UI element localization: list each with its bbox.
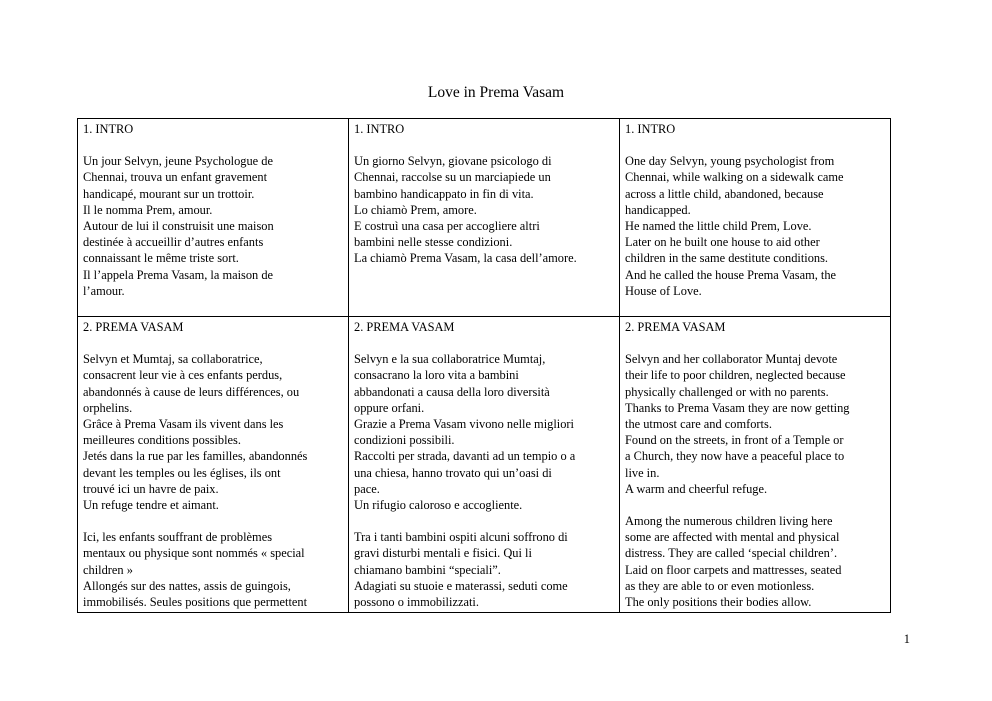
section-heading: 1. INTRO	[354, 122, 405, 136]
text-line: chiamano bambini “speciali”.	[354, 562, 501, 577]
text-line: destinée à accueillir d’autres enfants	[83, 235, 264, 250]
text-line: Jetés dans la rue par les familles, abandonnés	[83, 449, 308, 464]
text-line: condizioni possibili.	[354, 433, 455, 448]
table-row	[78, 317, 891, 613]
text-line: consacrent leur vie à ces enfants perdus,	[83, 368, 283, 383]
table-cell-english	[620, 119, 891, 317]
paragraph	[354, 529, 614, 610]
text-line: Later on he built one house to aid other	[625, 235, 820, 250]
text-line: Among the numerous children living here	[625, 514, 833, 529]
text-line: Lo chiamò Prem, amore.	[354, 202, 477, 217]
text-line: l’amour.	[83, 283, 125, 298]
paragraph	[625, 153, 885, 299]
section-heading: 2. PREMA VASAM	[83, 320, 184, 334]
table-cell-italian	[349, 119, 620, 317]
text-line: the utmost care and comforts.	[625, 417, 772, 432]
text-line: bambino handicappato in fin di vita.	[354, 186, 534, 201]
text-line: across a little child, abandoned, because	[625, 186, 824, 201]
text-line: E costruì una casa per accogliere altri	[354, 219, 540, 234]
page-number: 1	[903, 632, 910, 646]
section-heading: 2. PREMA VASAM	[625, 320, 726, 334]
text-line: their life to poor children, neglected because	[625, 368, 846, 383]
text-line: mentaux ou physique sont nommés « special	[83, 546, 305, 561]
table-cell-french	[78, 317, 349, 613]
text-line: Adagiati su stuoie e materassi, seduti come	[354, 578, 568, 593]
text-line: handicapé, mourant sur un trottoir.	[83, 186, 255, 201]
paragraph	[83, 153, 343, 299]
text-line: Selvyn e la sua collaboratrice Mumtaj,	[354, 352, 546, 367]
paragraph	[354, 153, 614, 266]
text-line: Raccolti per strada, davanti ad un tempio o a	[354, 449, 576, 464]
table-cell-french	[78, 119, 349, 317]
text-line: some are affected with mental and physical	[625, 530, 840, 545]
table-cell-english	[620, 317, 891, 613]
text-line: children »	[83, 562, 133, 577]
paragraph	[83, 351, 343, 513]
text-line: Il le nomma Prem, amour.	[83, 202, 213, 217]
text-line: Laid on floor carpets and mattresses, seated	[625, 562, 842, 577]
text-line: distress. They are called ‘special children’.	[625, 546, 838, 561]
text-line: possono o immobilizzati.	[354, 595, 479, 610]
text-line: Chennai, trouva un enfant gravement	[83, 170, 268, 185]
paragraph	[625, 513, 885, 610]
text-line: And he called the house Prema Vasam, the	[625, 267, 837, 282]
text-line: devant les temples ou les églises, ils ont	[83, 465, 281, 480]
text-line: Ici, les enfants souffrant de problèmes	[83, 530, 273, 545]
translation-table	[77, 118, 891, 613]
text-line: gravi disturbi mentali e fisici. Qui li	[354, 546, 532, 561]
table-row	[78, 119, 891, 317]
section-heading: 2. PREMA VASAM	[354, 320, 455, 334]
text-line: La chiamò Prema Vasam, la casa dell’amore.	[354, 251, 577, 266]
paragraph	[354, 351, 614, 513]
text-line: as they are able to or even motionless.	[625, 578, 815, 593]
document-title: Love in Prema Vasam	[427, 84, 565, 101]
text-line: orphelins.	[83, 400, 133, 415]
text-line: Un rifugio caloroso e accogliente.	[354, 498, 523, 513]
text-line: Grazie a Prema Vasam vivono nelle migliori	[354, 417, 574, 432]
text-line: Autour de lui il construisit une maison	[83, 219, 274, 234]
section-heading: 1. INTRO	[83, 122, 134, 136]
section-heading: 1. INTRO	[625, 122, 676, 136]
text-line: connaissant le même triste sort.	[83, 251, 239, 266]
text-line: a Church, they now have a peaceful place to	[625, 449, 845, 464]
text-line: trouvé ici un havre de paix.	[83, 481, 219, 496]
text-line: Thanks to Prema Vasam they are now getting	[625, 400, 850, 415]
text-line: abandonnés à cause de leurs différences, ou	[83, 384, 300, 399]
text-line: Chennai, while walking on a sidewalk came	[625, 170, 844, 185]
text-line: Allongés sur des nattes, assis de guingois,	[83, 578, 291, 593]
text-line: One day Selvyn, young psychologist from	[625, 154, 835, 169]
text-line: Selvyn and her collaborator Muntaj devote	[625, 352, 838, 367]
text-line: House of Love.	[625, 283, 702, 298]
text-line: oppure orfani.	[354, 400, 425, 415]
text-line: Selvyn et Mumtaj, sa collaboratrice,	[83, 352, 263, 367]
text-line: Chennai, raccolse su un marciapiede un	[354, 170, 551, 185]
paragraph	[625, 351, 885, 497]
text-line: pace.	[354, 481, 380, 496]
text-line: una chiesa, hanno trovato qui un’oasi di	[354, 465, 552, 480]
table-cell-italian	[349, 317, 620, 613]
text-line: Un jour Selvyn, jeune Psychologue de	[83, 154, 273, 169]
text-line: meilleures conditions possibles.	[83, 433, 241, 448]
text-line: immobilisés. Seules positions que permettent	[83, 595, 308, 610]
text-line: Un refuge tendre et aimant.	[83, 498, 219, 513]
text-line: bambini nelle stesse condizioni.	[354, 235, 513, 250]
text-line: Il l’appela Prema Vasam, la maison de	[83, 267, 274, 282]
text-line: live in.	[625, 465, 660, 480]
text-line: consacrano la loro vita a bambini	[354, 368, 519, 383]
text-line: The only positions their bodies allow.	[625, 595, 812, 610]
text-line: physically challenged or with no parents.	[625, 384, 829, 399]
paragraph	[83, 529, 343, 610]
text-line: Tra i tanti bambini ospiti alcuni soffrono di	[354, 530, 568, 545]
text-line: abbandonati a causa della loro diversità	[354, 384, 550, 399]
text-line: He named the little child Prem, Love.	[625, 219, 812, 234]
text-line: handicapped.	[625, 202, 691, 217]
text-line: A warm and cheerful refuge.	[625, 481, 768, 496]
text-line: children in the same destitute conditions.	[625, 251, 829, 266]
text-line: Grâce à Prema Vasam ils vivent dans les	[83, 417, 284, 432]
text-line: Found on the streets, in front of a Temple or	[625, 433, 844, 448]
text-line: Un giorno Selvyn, giovane psicologo di	[354, 154, 552, 169]
